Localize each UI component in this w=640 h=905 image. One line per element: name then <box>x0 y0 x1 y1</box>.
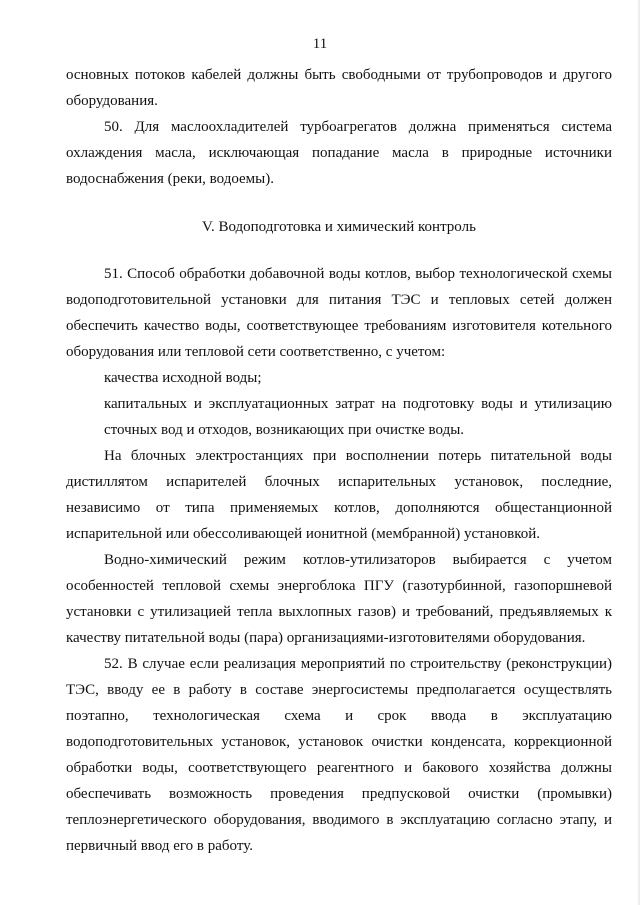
document-body <box>66 62 612 859</box>
paragraph-continuation: основных потоков кабелей должны быть свободными от трубопроводов и другого оборудования. <box>66 67 612 109</box>
section-heading: V. Водоподготовка и химический контроль <box>202 219 476 235</box>
paragraph-51: 51. Способ обработки добавочной воды котлов, выбор технологической схемы водоподготовительной установки для питания ТЭС и тепловых сетей должен обеспечить качество воды, соответствующее требованиям изготовителя котельного оборудования или тепловой сети соответственно, с учетом: <box>66 266 612 360</box>
page-number: 11 <box>312 36 328 52</box>
list-item-costs: капитальных и эксплуатационных затрат на подготовку воды и утилизацию сточных вод и отходов, возникающих при очистке воды. <box>104 396 612 438</box>
paragraph-52: 52. В случае если реализация мероприятий по строительству (реконструкции) ТЭС, вводу ее в работу в составе энергосистемы предполагается осуществлять поэтапно, технологическая схема и срок ввода в эксплуатацию водоподготовительных установок, установок очистки конденсата, коррекционной обработки воды, соответствующего реагентного и бакового хозяйства должны обеспечивать возможность проведения предпусковой очистки (промывки) теплоэнергетического оборудования, вводимого в эксплуатацию согласно этапу, и первичный ввод его в работу. <box>66 656 612 854</box>
paragraph-water-chemistry: Водно-химический режим котлов-утилизаторов выбирается с учетом особенностей тепловой схемы энергоблока ПГУ (газотурбинной, газопоршневой установки с утилизацией тепла выхлопных газов) и требований, предъявляемых к качеству питательной воды (пара) организациями-изготовителями оборудования. <box>66 552 612 646</box>
paragraph-block-stations: На блочных электростанциях при восполнении потерь питательной воды дистиллятом испарителей блочных испарительных установок, последние, независимо от типа применяемых котлов, дополняются общестанционной испарительной или обессоливающей ионитной (мембранной) установкой. <box>66 448 612 542</box>
paragraph-50: 50. Для маслоохладителей турбоагрегатов должна применяться система охлаждения масла, исключающая попадание масла в природные источники водоснабжения (реки, водоемы). <box>66 119 612 187</box>
list-item-source-water: качества исходной воды; <box>104 370 262 386</box>
